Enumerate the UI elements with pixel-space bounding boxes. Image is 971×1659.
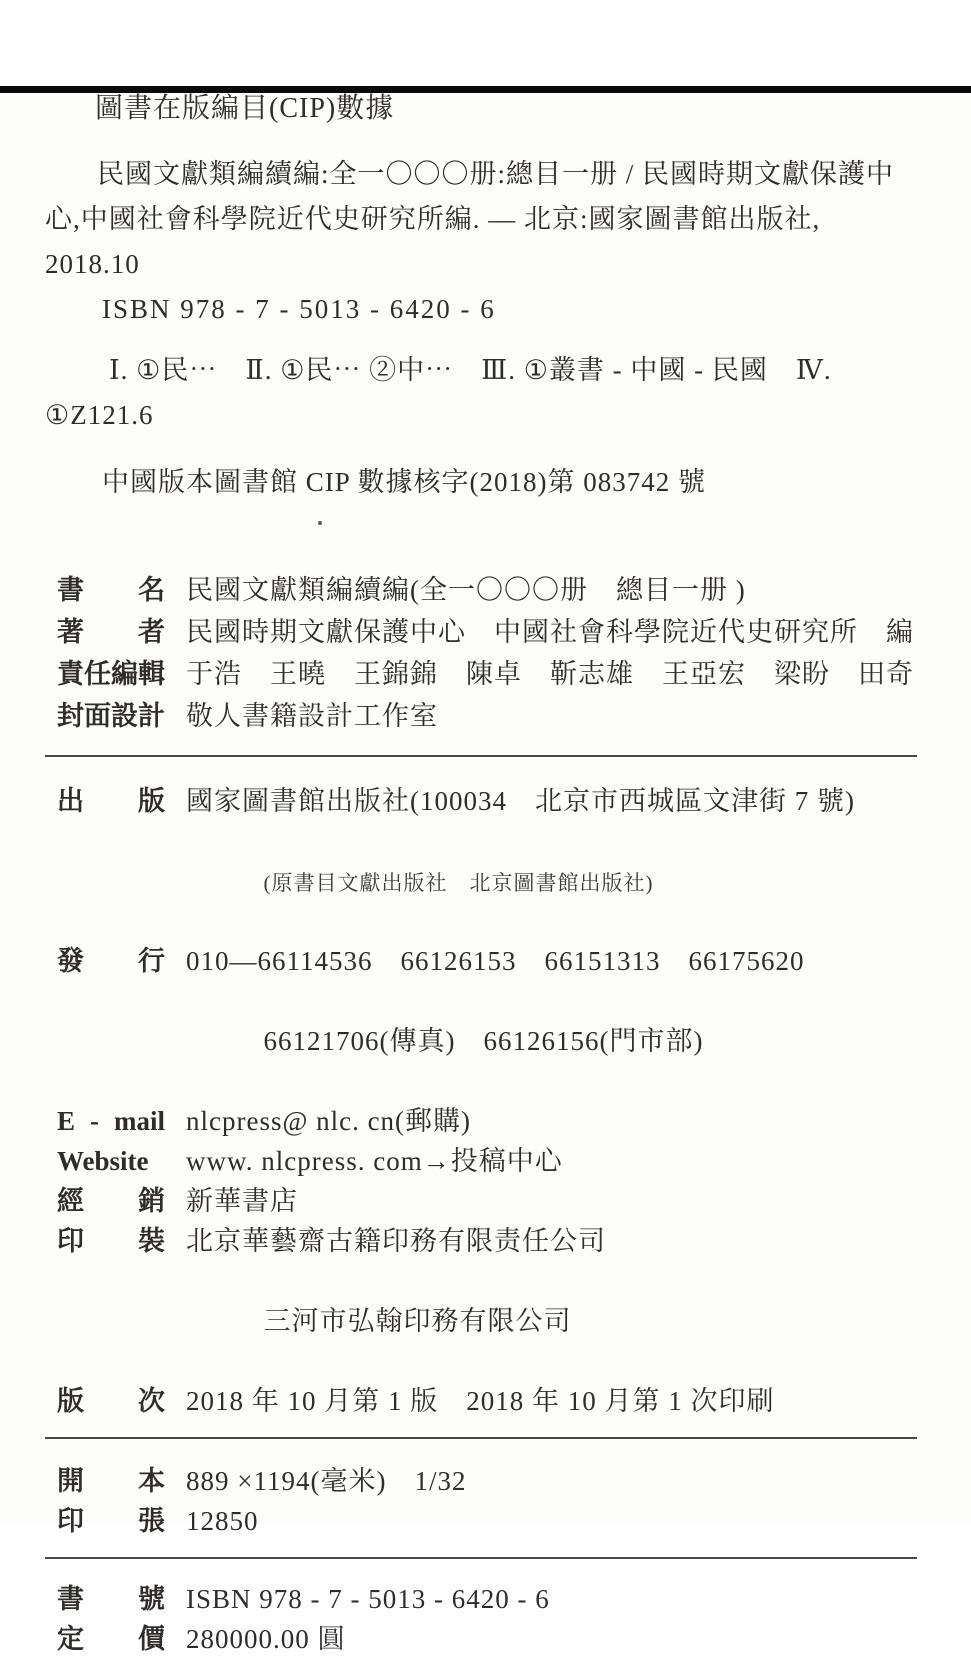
row-printed-sheets [57,1501,921,1541]
row-website [57,1141,921,1181]
row-format [57,1461,921,1501]
cip-description-line2: 心,中國社會科學院近代史研究所編. — 北京:國家圖書館出版社, 2018.10 [45,204,821,279]
cip-isbn: ISBN 978 - 7 - 5013 - 6420 - 6 [102,294,496,324]
cip-description-line1: 民國文獻類編續編:全一〇〇〇册:總目一册 / 民國時期文獻保護中 [97,159,895,189]
row-value: 民國文獻類編續編(全一〇〇〇册 總目一册 ) [186,575,746,605]
format-group [57,1461,921,1541]
price-group [57,1579,921,1659]
book-info-group [57,569,921,737]
print-speck [318,521,322,525]
row-label: 出版 [57,786,165,816]
row-value: 民國時期文獻保護中心 中國社會科學院近代史研究所 編 [186,617,914,647]
row-value: 12850 [186,1506,259,1536]
row-edition [57,1381,921,1421]
row-printing [57,1221,921,1381]
row-value [186,781,855,941]
row-value [186,1221,606,1381]
printer-line2: 三河市弘翰印務有限公司 [263,1306,572,1336]
row-distribution [57,941,921,1101]
row-value: 于浩 王曉 王錦錦 陳卓 靳志雄 王亞宏 梁盼 田奇 [186,659,914,689]
row-label: 開本 [57,1466,165,1496]
row-value [186,941,805,1101]
printer-line1: 北京華藝齋古籍印務有限责任公司 [186,1226,606,1256]
row-sales [57,1181,921,1221]
row-label: Website [57,1146,149,1176]
row-book-title [57,569,921,611]
cip-classification [45,348,921,438]
row-value: www. nlcpress. com→投稿中心 [186,1146,563,1176]
row-email [57,1101,921,1141]
colophon-section [0,569,971,1659]
row-value: 280000.00 圓 [186,1624,346,1654]
row-value: nlcpress@ nlc. cn(郵購) [186,1106,472,1136]
distribution-phones-line1: 010—66114536 66126153 66151313 66175620 [186,946,805,976]
row-value: 2018 年 10 月第 1 版 2018 年 10 月第 1 次印刷 [186,1386,775,1416]
row-author [57,611,921,653]
publishing-group [57,781,921,1421]
row-value: ISBN 978 - 7 - 5013 - 6420 - 6 [186,1584,550,1614]
row-label: 發行 [57,946,165,976]
cip-classification-line2: ①Z121.6 [45,400,154,430]
distribution-phones-line2: 66121706(傳真) 66126156(門市部) [263,1026,704,1056]
cip-section [0,86,971,499]
cip-header: 圖書在版編目(CIP)數據 [95,93,395,124]
row-publisher [57,781,921,941]
row-label: 責任編輯 [57,659,165,689]
row-label: 印裝 [57,1226,165,1256]
publisher-main: 國家圖書館出版社(100034 北京市西城區文津街 7 號) [186,786,855,816]
publisher-former-names: (原書目文獻出版社 北京圖書館出版社) [263,871,654,895]
row-book-number [57,1579,921,1619]
cip-description [45,152,921,332]
row-price [57,1619,921,1659]
row-editors [57,653,921,695]
row-label: E - mail [57,1106,165,1136]
cip-record-number: 中國版本圖書館 CIP 數據核字(2018)第 083742 號 [102,467,706,497]
divider-2 [45,1437,917,1439]
row-cover-design [57,695,921,737]
page-top-edge-bar [0,86,971,93]
row-value: 新華書店 [186,1186,298,1216]
row-label: 封面設計 [57,701,165,731]
row-value: 敬人書籍設計工作室 [186,701,438,731]
row-label: 版次 [57,1386,165,1416]
row-value: 889 ×1194(毫米) 1/32 [186,1466,467,1496]
row-label: 著者 [57,617,165,647]
row-label: 印張 [57,1506,165,1536]
row-label: 書號 [57,1584,165,1614]
row-label: 書名 [57,575,165,605]
book-copyright-page [0,86,971,1654]
row-label: 經銷 [57,1186,165,1216]
cip-classification-line1: Ⅰ. ①民⋯ Ⅱ. ①民⋯ ②中⋯ Ⅲ. ①叢書 - 中國 - 民國 Ⅳ. [109,355,832,385]
divider-3 [45,1557,917,1559]
row-label: 定價 [57,1624,165,1654]
divider-1 [45,755,917,757]
